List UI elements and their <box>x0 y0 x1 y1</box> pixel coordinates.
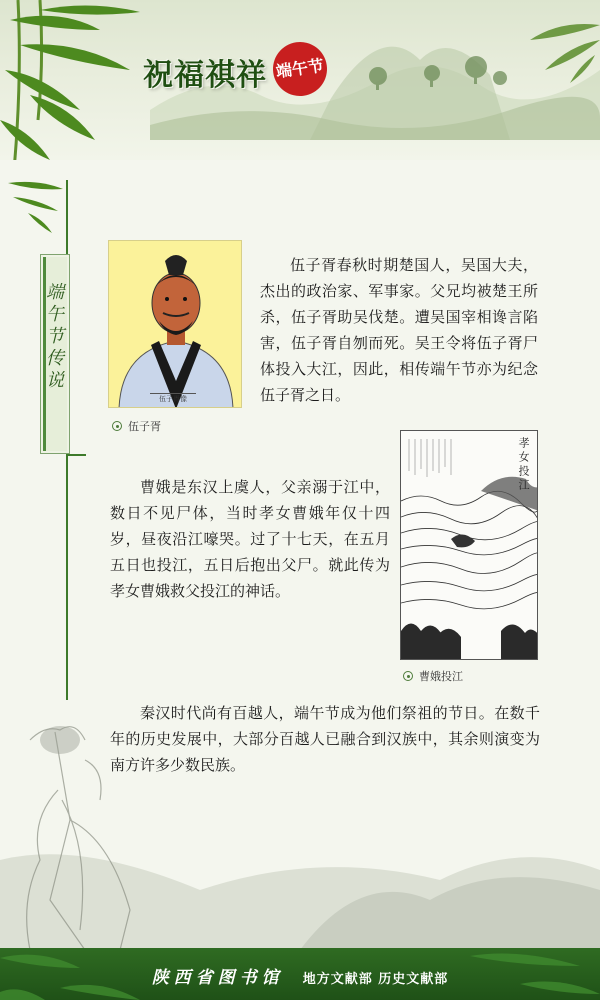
footer-bar <box>0 948 600 1000</box>
portrait-illustration <box>109 241 242 408</box>
caption-text: 曹娥投江 <box>419 670 463 683</box>
caption-bullet-icon <box>112 421 122 431</box>
drawing-title: 孝女投江 <box>517 437 530 493</box>
portrait-plate-label: 伍子胥像 <box>150 393 196 403</box>
paragraph-baiyue: 秦汉时代尚有百越人，端午节成为他们祭祖的节日。在数千年的历史发展中，大部分百越人已融合到汉族中，其余则演变为南方许多少数民族。 <box>110 704 540 774</box>
bamboo-leaves-decoration <box>0 0 150 160</box>
side-label-tick <box>66 454 86 456</box>
caption-bullet-icon <box>403 671 413 681</box>
header-background <box>0 0 600 160</box>
caption-text: 伍子胥 <box>128 420 161 433</box>
bamboo-branch-decoration <box>510 15 600 85</box>
image-caption <box>403 668 463 684</box>
paragraph-wu-zixu: 伍子胥春秋时期楚国人，吴国大夫，杰出的政治家、军事家。父兄均被楚王所杀，伍子胥助吴伐楚。遭吴国宰相谗言陷害，伍子胥自刎而死。吴王令将伍子胥尸体投入大江，因此，相传端午节亦为纪念伍子胥之日。 <box>260 256 538 404</box>
page-title: 祝福祺祥 <box>143 58 267 93</box>
footer-credits <box>0 963 600 988</box>
cao-e-drawing <box>400 430 538 660</box>
bamboo-leaf-icon <box>8 175 68 235</box>
wu-zixu-portrait <box>108 240 242 408</box>
library-name: 陕西省图书馆 <box>151 968 284 988</box>
department-names: 地方文献部 历史文献部 <box>302 972 449 987</box>
festival-seal: 端午节 <box>270 39 331 100</box>
paragraph-cao-e: 曹娥是东汉上虞人，父亲溺于江中，数日不见尸体，当时孝女曹娥年仅十四岁，昼夜沿江嚎哭。过了十七天，在五月五日也投江，五日后抱出父尸。就此传为孝女曹娥救父投江的神话。 <box>110 478 390 600</box>
section-heading: 端午节传说 <box>43 282 64 392</box>
image-caption <box>112 418 161 434</box>
